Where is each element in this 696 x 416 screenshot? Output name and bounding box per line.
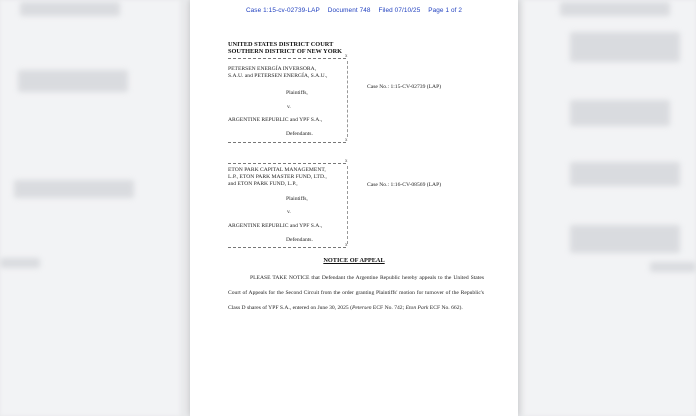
page-indicator: Page 1 of 2 [428,7,463,14]
notice-title: NOTICE OF APPEAL [323,257,385,264]
caption1-plaintiffs-label: Plaintiffs, [286,90,308,96]
caption-divider [228,247,346,248]
court-district-line: SOUTHERN DISTRICT OF NEW YORK [228,48,343,56]
background-left-panel [0,0,180,416]
court-name [228,41,342,56]
caption2-plaintiffs-label: Plaintiffs, [286,196,308,202]
background-blur-block [570,225,680,253]
background-blur-block [570,162,680,186]
background-blur-block [18,70,128,92]
case-number-header: Case 1:15-cv-02739-LAP [245,7,320,14]
notice-body-text: ECF No. 662). [428,305,463,311]
caption-x-mark: x [345,138,348,143]
background-blur-block [570,100,670,126]
caption-vertical-divider [347,166,348,244]
caption-x-mark: x [345,54,348,59]
caption-x-mark: x [345,159,348,164]
caption2-case-number: Case No.: 1:16-CV-08569 (LAP) [367,182,442,188]
background-right-panel [524,0,696,416]
background-blur-block [650,262,696,272]
caption-x-mark: x [345,243,348,248]
document-page [190,0,518,416]
caption1-defendant: ARGENTINE REPUBLIC and YPF S.A., [228,117,323,123]
background-blur-block [20,2,120,16]
caption-divider [228,163,346,164]
background-blur-block [14,180,134,198]
caption-divider [228,142,346,143]
caption1-plaintiff-line: S.A.U. and PETERSEN ENERGÍA, S.A.U., [228,73,328,79]
caption2-versus: v. [287,209,291,215]
document-number: Document 748 [327,7,371,14]
caption2-defendants-label: Defendants. [286,237,313,243]
caption1-versus: v. [287,104,291,110]
caption1-plaintiffs [228,66,327,80]
court-name-line: UNITED STATES DISTRICT COURT [228,41,334,48]
filing-header [190,7,518,14]
caption1-defendants-label: Defendants. [286,131,313,137]
caption2-plaintiff-line: L.P., ETON PARK MASTER FUND, LTD., [228,174,327,180]
notice-body-text: PLEASE TAKE NOTICE that Defendant the Argentine Republic hereby appeals to the United States Court of Appeals for the Second Circuit from the order granting Plaintiffs' motion for turnover of the Republic's Class D shares of YPF S.A., entered on June 30, 2025 ( [228,275,484,311]
notice-case-name-eton-park: Eton Park [405,305,429,311]
caption2-plaintiffs [228,167,327,188]
notice-body [228,271,484,316]
background-blur-block [570,32,680,62]
caption2-plaintiff-line: ETON PARK CAPITAL MANAGEMENT, [228,167,326,173]
background-blur-block [0,258,40,268]
notice-body-text: ECF No. 742; [371,305,406,311]
caption-vertical-divider [347,61,348,137]
caption2-plaintiff-line: and ETON PARK FUND, L.P., [228,181,298,187]
caption2-defendant: ARGENTINE REPUBLIC and YPF S.A., [228,223,323,229]
caption1-plaintiff-line: PETERSEN ENERGÍA INVERSORA, [228,66,317,72]
caption-divider [228,58,346,59]
filed-date: Filed 07/10/25 [378,7,421,14]
background-blur-block [560,2,670,16]
caption1-case-number: Case No.: 1:15-CV-02739 (LAP) [367,84,442,90]
notice-case-name-petersen: Petersen [351,305,372,311]
